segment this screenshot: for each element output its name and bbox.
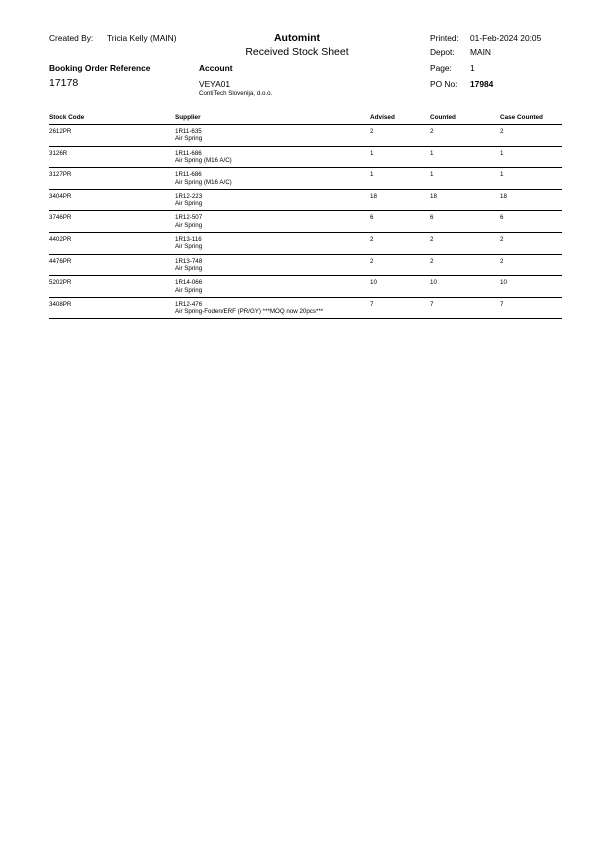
account-code: VEYA01 (199, 79, 231, 89)
created-by-label: Created By: (49, 33, 94, 43)
column-header-supplier: Supplier (175, 114, 370, 125)
table-row (49, 276, 562, 298)
advised-cell: 6 (370, 211, 430, 233)
supplier-cell (175, 168, 370, 190)
counted-cell: 2 (430, 254, 500, 276)
stock-code-cell: 2612PR (49, 125, 175, 147)
account-name: ContiTech Slovenija, d.o.o. (199, 90, 273, 97)
advised-cell: 2 (370, 232, 430, 254)
supplier-code: 1R11-686 (175, 149, 202, 157)
item-description: Air Spring (175, 264, 203, 272)
counted-cell: 18 (430, 189, 500, 211)
supplier-code: 1R13-748 (175, 257, 203, 265)
table-row (49, 232, 562, 254)
supplier-cell (175, 125, 370, 147)
counted-cell: 1 (430, 146, 500, 168)
column-header-stock-code: Stock Code (49, 114, 175, 125)
page-value: 1 (470, 63, 475, 73)
supplier-code: 1R14-066 (175, 279, 203, 287)
stock-code-cell: 3404PR (49, 189, 175, 211)
table-row (49, 297, 562, 319)
item-description: Air Spring (M16 A/C) (175, 157, 232, 164)
booking-ref-label: Booking Order Reference (49, 63, 151, 73)
item-description: Air Spring-Foden/ERF (PR/GY) ***MOQ now 20pcs*** (175, 308, 324, 316)
po-label: PO No: (430, 79, 458, 89)
case-counted-cell: 2 (500, 232, 562, 254)
supplier-code: 1R12-223 (175, 192, 203, 200)
table-row (49, 125, 562, 147)
case-counted-cell: 10 (500, 276, 562, 298)
advised-cell: 18 (370, 189, 430, 211)
counted-cell: 2 (430, 232, 500, 254)
supplier-code: 1R12-476 (175, 300, 203, 308)
stock-code-cell: 3746PR (49, 211, 175, 233)
stock-code-cell: 4476PR (49, 254, 175, 276)
po-value: 17984 (470, 79, 494, 89)
account-label: Account (199, 63, 233, 73)
supplier-code: 1R13-116 (175, 235, 202, 243)
advised-cell: 2 (370, 125, 430, 147)
supplier-cell (175, 276, 370, 298)
case-counted-cell: 1 (500, 168, 562, 190)
stock-code-cell: 5202PR (49, 276, 175, 298)
counted-cell: 2 (430, 125, 500, 147)
page-label: Page: (430, 63, 452, 73)
company-name: Automint (273, 32, 321, 44)
case-counted-cell: 6 (500, 211, 562, 233)
booking-ref-value: 17178 (49, 77, 79, 89)
sheet-title: Received Stock Sheet (245, 46, 349, 58)
depot-label: Depot: (430, 47, 455, 57)
table-row (49, 254, 562, 276)
table-row (49, 168, 562, 190)
printed-label: Printed: (430, 33, 459, 43)
table-row (49, 146, 562, 168)
supplier-cell (175, 211, 370, 233)
advised-cell: 7 (370, 297, 430, 319)
case-counted-cell: 2 (500, 125, 562, 147)
table-header-row (49, 114, 562, 125)
item-description: Air Spring (175, 286, 203, 294)
stock-code-cell: 3126R (49, 146, 175, 168)
counted-cell: 6 (430, 211, 500, 233)
item-description: Air Spring (175, 135, 203, 143)
supplier-cell (175, 189, 370, 211)
column-header-counted: Counted (430, 114, 500, 125)
advised-cell: 1 (370, 168, 430, 190)
supplier-code: 1R11-635 (175, 128, 202, 135)
supplier-cell (175, 232, 370, 254)
item-description: Air Spring (M16 A/C) (175, 178, 232, 186)
created-by-value: Tricia Kelly (MAIN) (107, 33, 177, 43)
supplier-cell (175, 297, 370, 319)
item-description: Air Spring (175, 200, 203, 208)
supplier-cell (175, 146, 370, 168)
table-row (49, 189, 562, 211)
stock-table (49, 114, 562, 319)
item-description: Air Spring (175, 243, 203, 251)
supplier-cell (175, 254, 370, 276)
column-header-advised: Advised (370, 114, 430, 125)
case-counted-cell: 1 (500, 146, 562, 168)
case-counted-cell: 2 (500, 254, 562, 276)
counted-cell: 7 (430, 297, 500, 319)
stock-code-cell: 4402PR (49, 232, 175, 254)
advised-cell: 10 (370, 276, 430, 298)
column-header-case-counted: Case Counted (500, 114, 562, 125)
stock-code-cell: 3127PR (49, 168, 175, 190)
supplier-code: 1R12-507 (175, 214, 203, 222)
case-counted-cell: 18 (500, 189, 562, 211)
counted-cell: 10 (430, 276, 500, 298)
stock-code-cell: 3408PR (49, 297, 175, 319)
advised-cell: 2 (370, 254, 430, 276)
depot-value: MAIN (470, 47, 491, 57)
supplier-code: 1R11-686 (175, 171, 202, 179)
advised-cell: 1 (370, 146, 430, 168)
printed-value: 01-Feb-2024 20:05 (470, 33, 542, 43)
counted-cell: 1 (430, 168, 500, 190)
item-description: Air Spring (175, 221, 203, 229)
table-row (49, 211, 562, 233)
case-counted-cell: 7 (500, 297, 562, 319)
